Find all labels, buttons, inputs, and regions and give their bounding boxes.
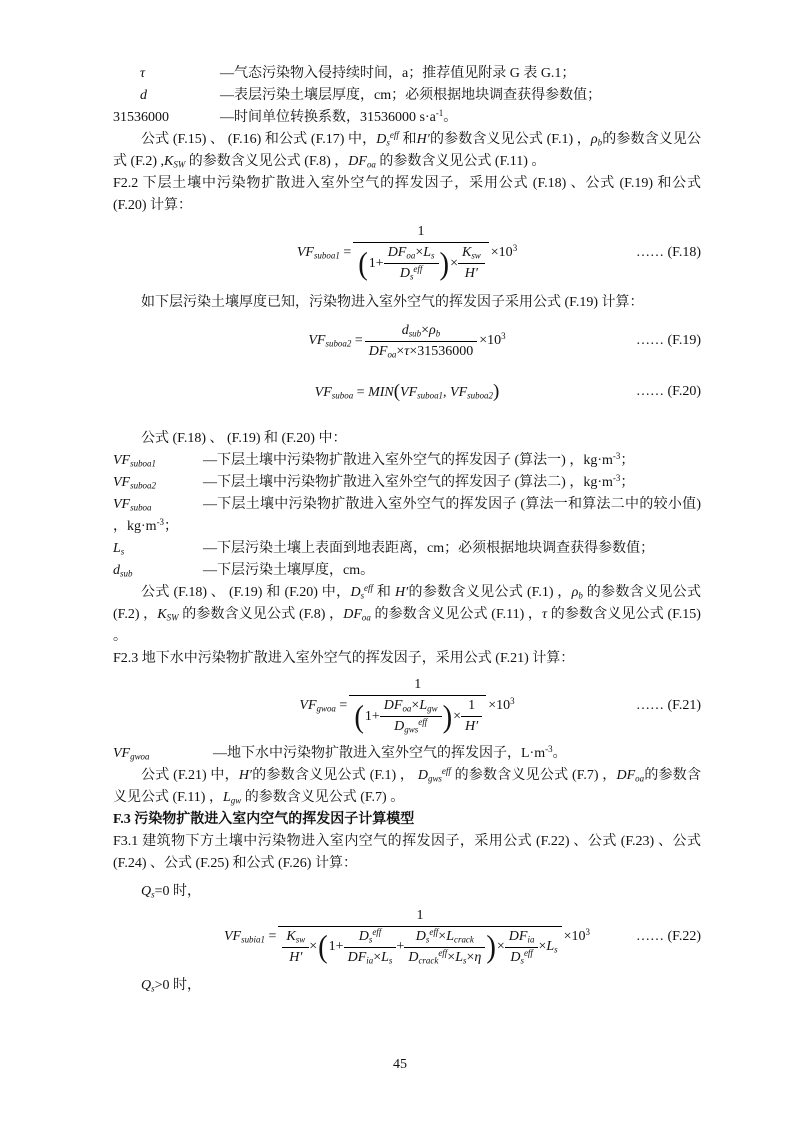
term-ls: $L_s$: [113, 541, 125, 557]
denominator: H′: [289, 949, 303, 965]
inner-fraction: [282, 928, 309, 967]
desc-ls: —下层污染土壤上表面到地表距离，cm；必须根据地块调查获得参数值；: [203, 541, 655, 556]
denominator: $D_s^{eff}$: [510, 948, 533, 966]
formula-f20-body: $VF_{suboa} = MIN(VF_{suboa1}$, $VF_{suboa2}$): [314, 380, 500, 402]
term-vf-suboa1: $VF_{suboa1}$: [113, 453, 156, 469]
term-vf-suboa: $VF_{suboa}$: [113, 497, 152, 513]
desc-vf-suboa2: —下层土壤中污染物扩散进入室外空气的挥发因子 (算法二) ，$kg\cdot m^{-3}$；: [203, 473, 635, 490]
plus-operator: +: [396, 939, 405, 955]
definition-row-vf-gwoa: [113, 743, 701, 765]
formula-f18: [113, 223, 701, 284]
paragraph-f15-refs: 公式 (F.15) 、 (F.16) 和公式 (F.17) 中，$D_s^{eff}$ 和H′的参数含义见公式 (F.1) ，$\rho_b$的参数含义见公式 (F.2) $,K_{SW}$ 的参数含义见公式 (F.8) ，$DF_{oa}$ 的参数含义见公式 (F.11) 。: [113, 130, 702, 170]
desc-d: —表层污染土壤层厚度，cm；必须根据地块调查获得参数值；: [220, 88, 602, 103]
paren-close: ): [486, 929, 496, 965]
formula-f20: [113, 380, 701, 402]
fraction: [365, 322, 477, 361]
desc-tau: —气态污染物入侵持续时间，a；推荐值见附录 G 表 G.1；: [220, 66, 576, 81]
formula-f19-lhs: $VF_{suboa2}$ =: [308, 333, 363, 349]
formula-f19: [113, 322, 701, 361]
formula-f18-math: [296, 223, 518, 284]
numerator: 1: [278, 907, 561, 927]
formula-f22-fraction: [278, 907, 561, 968]
multiplier: $\times 10^3$: [479, 331, 506, 349]
times-operator: ×: [450, 255, 458, 271]
term-vf-gwoa: $VF_{gwoa}$: [113, 745, 150, 762]
formula-f19-math: [307, 322, 506, 361]
denominator: $DF_{ia}\times L_s$: [347, 949, 393, 966]
times-operator: ×: [453, 708, 462, 724]
multiplier: $\times 10^3$: [563, 926, 591, 944]
formula-f22-math: [223, 907, 591, 968]
paren-open: (: [318, 929, 328, 965]
paragraph-f21-refs: 公式 (F.21) 中，H′的参数含义见公式 (F.1) ， $D_{gws}^{eff}$ 的参数含义见公式 (F.7) ，$DF_{oa}$的参数含义见公式 (F.11) ，$L_{gw}$ 的参数含义见公式 (F.7) 。: [113, 765, 701, 806]
heading-f3: F.3 污染物扩散进入室内空气的挥发因子计算模型: [113, 811, 415, 827]
definition-row-ls: [113, 538, 701, 560]
definition-row-31536000: [113, 107, 701, 129]
multiplier: $\times 10^3$: [488, 696, 515, 714]
numerator: $K_{sw}$: [458, 244, 485, 264]
term-vf-suboa2: $VF_{suboa2}$: [113, 475, 156, 491]
inner-fraction: [380, 697, 442, 736]
numerator: $D_s^{eff}\times L_{crack}$: [404, 928, 485, 948]
inner-fraction: [344, 928, 397, 967]
section-f2-3: F2.3 地下水中污染物扩散进入室外空气的挥发因子，采用公式 (F.21) 计算：: [113, 651, 575, 666]
formula-f21-lhs: $VF_{gwoa}$ =: [299, 698, 348, 714]
numerator: 1: [461, 697, 482, 717]
desc-dsub: —下层污染土壤厚度，cm。: [203, 563, 375, 578]
numerator: 1: [349, 676, 486, 696]
denominator: H′: [465, 719, 479, 735]
paragraph-f18-20-refs: 公式 (F.18) 、 (F.19) 和 (F.20) 中，$D_s^{eff}$ 和 H′的参数含义见公式 (F.1) ，$\rho_b$ 的参数含义见公式 (F.2) ，$K_{SW}$ 的参数含义见公式 (F.8) ，$DF_{oa}$ 的参数含义见公式 (F.11) ，τ 的参数含义见公式 (F.15) 。: [113, 583, 702, 644]
desc-31536000: —时间单位转换系数，31536000 $s\cdot a^{-1}$。: [220, 108, 458, 125]
formula-f20-math: [314, 380, 501, 402]
desc-vf-suboa1: —下层土壤中污染物扩散进入室外空气的挥发因子 (算法一) ，$kg\cdot m^{-3}$；: [203, 451, 635, 468]
paragraph-f3-1: F3.1 建筑物下方土壤中污染物进入室内空气的挥发因子，采用公式 (F.22) 、公式 (F.23) 、公式 (F.24) 、公式 (F.25) 和公式 (F.26) 计算：: [113, 833, 701, 871]
paragraph-known-depth: 如下层污染土壤厚度已知，污染物进入室外空气的挥发因子采用公式 (F.19) 计算：: [141, 294, 644, 310]
denominator: $D_s^{eff}$: [399, 264, 423, 283]
equation-number-f19: …… (F.19): [636, 333, 701, 349]
definition-row-dsub: [113, 560, 701, 582]
equation-number-f20: …… (F.20): [636, 384, 701, 400]
formula-f22: [113, 907, 701, 968]
definition-row-tau: [113, 63, 701, 85]
equation-number-f22: …… (F.22): [636, 928, 701, 944]
numerator: $K_{sw}$: [282, 928, 309, 948]
definition-row-vf-suboa1: [113, 450, 701, 472]
numerator: $d_{sub}\times\rho_b$: [365, 322, 477, 342]
paren-open: (: [358, 245, 368, 282]
denominator: $D_{gws}^{eff}$: [394, 717, 428, 736]
denominator: [349, 696, 486, 736]
times-operator: ×: [496, 939, 505, 955]
numerator: $DF_{ia}$: [505, 928, 539, 948]
paragraph-in-formulas: 公式 (F.18) 、 (F.19) 和 (F.20) 中：: [141, 431, 347, 446]
inner-fraction: [404, 928, 485, 967]
desc-vf-gwoa: —地下水中污染物扩散进入室外空气的挥发因子，$L\cdot m^{-3}$。: [213, 743, 567, 761]
formula-f21: [113, 676, 701, 737]
formula-f22-lhs: $VF_{subia1}$ =: [223, 928, 277, 945]
inner-fraction: [505, 928, 539, 967]
definition-row-vf-suboa: [113, 494, 701, 538]
term-tau: τ: [140, 66, 146, 81]
definition-list-top: [113, 63, 701, 129]
formula-f18-fraction: [353, 223, 489, 284]
definition-list-mid: [113, 450, 701, 582]
term-31536000: 31536000: [113, 110, 169, 125]
denominator: [353, 243, 489, 283]
page-number: 45: [393, 1057, 407, 1072]
desc-vf-suboa: —下层土壤中污染物扩散进入室外空气的挥发因子 (算法一和算法二中的较小值) ，$kg\cdot m^{-3}$；: [113, 497, 701, 534]
equation-number-f21: …… (F.21): [636, 698, 701, 714]
condition-qs-positive: $Q_s>0$ 时，: [141, 978, 202, 994]
numerator: $DF_{oa}\times L_s$: [384, 244, 439, 264]
denominator: H′: [464, 266, 478, 282]
term-d: d: [140, 88, 147, 103]
denominator: $D_{crack}^{eff}\times L_s\times\eta$: [408, 948, 482, 966]
numerator: 1: [353, 223, 489, 243]
multiplier: $\times 10^3$: [490, 243, 518, 261]
condition-qs-zero: $Q_s=0$ 时，: [141, 883, 202, 900]
inner-fraction: [384, 244, 439, 283]
formula-f21-math: [298, 676, 515, 737]
page-content: [113, 63, 701, 997]
times-operator: ×: [309, 939, 318, 955]
one-plus: 1+: [364, 708, 380, 724]
formula-f21-fraction: [349, 676, 486, 737]
one-plus: 1+: [328, 939, 344, 955]
section-f2-2: F2.2 下层土壤中污染物扩散进入室外空气的挥发因子，采用公式 (F.18) 、公式 (F.19) 和公式 (F.20) 计算：: [113, 176, 701, 213]
denominator: [278, 927, 561, 967]
paren-close: ): [442, 698, 453, 735]
paren-close: ): [439, 245, 450, 282]
inner-fraction: [458, 244, 485, 283]
numerator: $D_s^{eff}$: [344, 928, 397, 948]
definition-row-vf-suboa2: [113, 472, 701, 494]
definition-row-d: [113, 85, 701, 107]
one-plus: 1+: [368, 255, 384, 271]
term-dsub: $d_{sub}$: [113, 563, 133, 579]
numerator: $DF_{oa}\times L_{gw}$: [380, 697, 442, 717]
inner-fraction: [461, 697, 482, 736]
denominator: $DF_{oa}\times\tau\times 31536000$: [368, 343, 474, 360]
paren-open: (: [354, 698, 364, 735]
times-ls: $\times L_s$: [538, 939, 558, 956]
formula-f18-lhs: $VF_{suboa1}$ =: [296, 245, 352, 261]
equation-number-f18: …… (F.18): [636, 245, 701, 261]
